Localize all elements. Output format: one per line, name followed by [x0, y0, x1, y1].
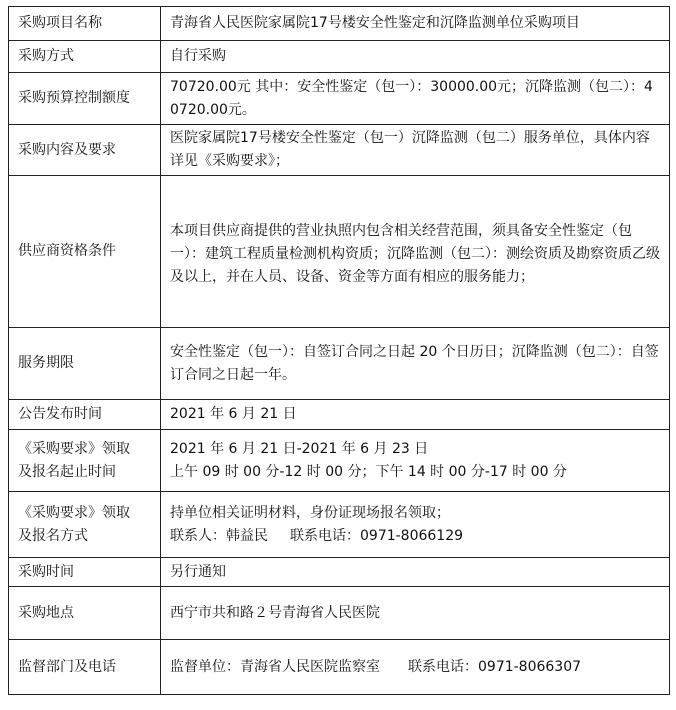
label-supervision: 监督部门及电话 [9, 640, 161, 695]
table-row [9, 176, 670, 328]
table-row [9, 640, 670, 695]
label-collect-method-line1: 《采购要求》领取 [18, 504, 130, 521]
value-purchase-time: 另行通知 [161, 558, 670, 587]
value-location: 西宁市共和路２号青海省人民医院 [161, 587, 670, 640]
label-collect-period-line1: 《采购要求》领取 [18, 440, 130, 457]
label-qualification: 供应商资格条件 [9, 176, 161, 328]
value-budget: 70720.00元 其中：安全性鉴定（包一）：30000.00元；沉降监测（包二）：40720.00元。 [161, 73, 670, 125]
table-row [9, 430, 670, 492]
table-row [9, 7, 670, 41]
contact-label: 联系人： [170, 527, 226, 544]
contact-name: 韩益民 [226, 527, 268, 544]
value-publish-time: 2021 年 6 月 21 日 [161, 400, 670, 430]
value-collect-period [161, 430, 670, 492]
table-row [9, 73, 670, 125]
procurement-table [8, 6, 670, 695]
collect-method-text: 持单位相关证明材料，身份证现场报名领取； [170, 504, 450, 521]
supervision-line [170, 656, 660, 679]
collect-hours: 上午 09 时 00 分-12 时 00 分；下午 14 时 00 分-17 时 00 分 [170, 463, 567, 480]
label-collect-period-line2: 及报名起止时间 [18, 463, 116, 480]
label-purchase-time: 采购时间 [9, 558, 161, 587]
value-project-name: 青海省人民医院家属院17号楼安全性鉴定和沉降监测单位采购项目 [161, 7, 670, 41]
supervisor-name: 青海省人民医院监察室 [240, 658, 380, 675]
table-row [9, 41, 670, 73]
label-collect-period [9, 430, 161, 492]
supervision-phone-label: 联系电话： [408, 658, 478, 675]
contact-line [170, 525, 660, 548]
table-row [9, 587, 670, 640]
label-budget: 采购预算控制额度 [9, 73, 161, 125]
label-collect-method [9, 492, 161, 558]
value-qualification: 本项目供应商提供的营业执照内包含相关经营范围，须具备安全性鉴定（包一）：建筑工程质量检测机构资质；沉降监测（包二）：测绘资质及勘察资质乙级及以上，并在人员、设备、资金等方面有相应的服务能力； [161, 176, 670, 328]
value-supervision [161, 640, 670, 695]
value-service-period: 安全性鉴定（包一）：自签订合同之日起 20 个日历日；沉降监测（包二）：自签订合同之日起一年。 [161, 328, 670, 400]
table-row [9, 125, 670, 176]
table-row [9, 328, 670, 400]
table-row [9, 400, 670, 430]
label-project-name: 采购项目名称 [9, 7, 161, 41]
supervision-phone: 0971-8066307 [478, 658, 582, 675]
table-row [9, 492, 670, 558]
label-content: 采购内容及要求 [9, 125, 161, 176]
value-content: 医院家属院17号楼安全性鉴定（包一）沉降监测（包二）服务单位，具体内容详见《采购要求》； [161, 125, 670, 176]
table-row [9, 558, 670, 587]
contact-phone-label: 联系电话： [290, 527, 360, 544]
label-publish-time: 公告发布时间 [9, 400, 161, 430]
collect-date-range: 2021 年 6 月 21 日-2021 年 6 月 23 日 [170, 440, 429, 457]
label-method: 采购方式 [9, 41, 161, 73]
value-collect-method [161, 492, 670, 558]
value-method: 自行采购 [161, 41, 670, 73]
label-service-period: 服务期限 [9, 328, 161, 400]
contact-phone: 0971-8066129 [360, 527, 464, 544]
supervisor-label: 监督单位： [170, 658, 240, 675]
label-collect-method-line2: 及报名方式 [18, 527, 88, 544]
label-location: 采购地点 [9, 587, 161, 640]
